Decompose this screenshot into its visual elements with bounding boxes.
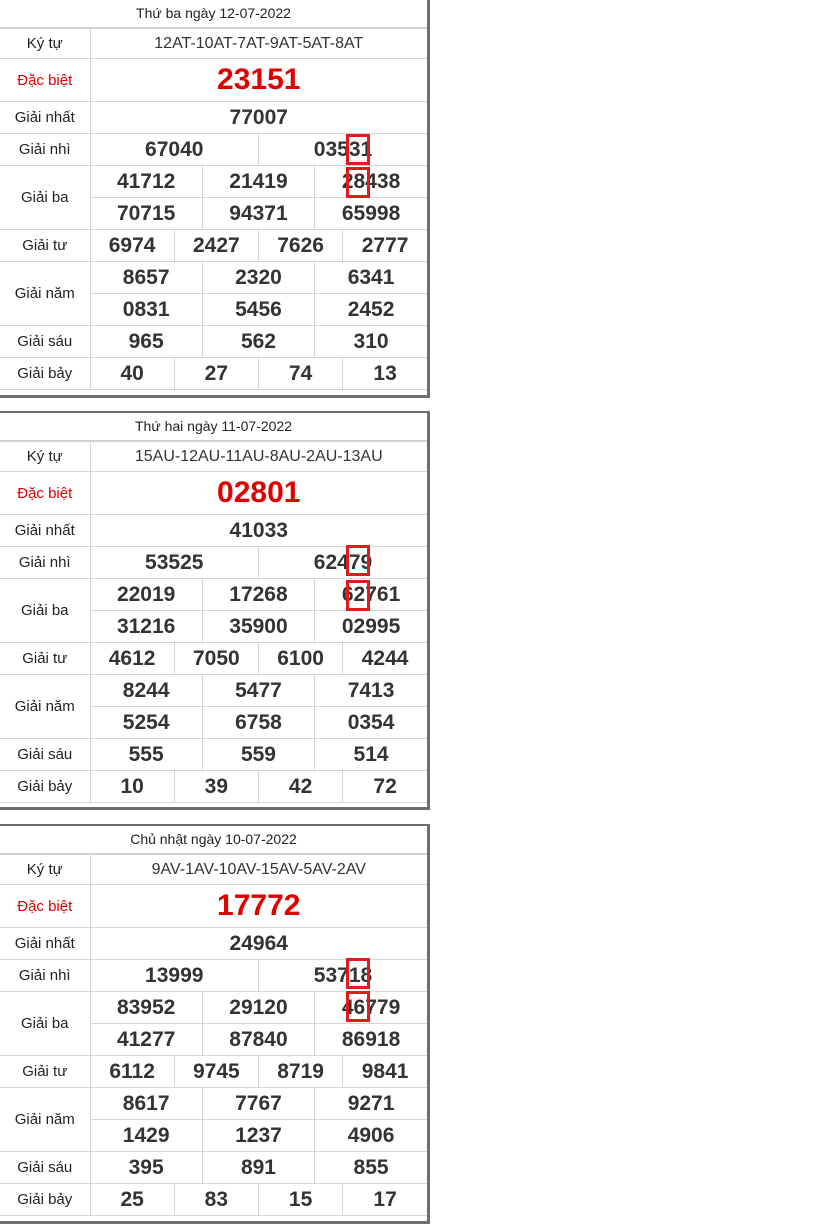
third-prize-number: 86918 (315, 1024, 427, 1056)
label-giai-tu: Giải tư (0, 1056, 90, 1088)
fifth-prize-number: 5254 (90, 707, 202, 739)
third-prize-number: 94371 (202, 198, 314, 230)
third-prize-number: 46779 (315, 992, 427, 1024)
fourth-prize-number: 4612 (90, 643, 174, 675)
fourth-prize-number: 6100 (258, 643, 342, 675)
special-prize-number: 02801 (90, 472, 427, 515)
label-giai-sau: Giải sáu (0, 1152, 90, 1184)
seventh-prize-number: 72 (343, 771, 427, 803)
row-dac-biet (0, 472, 427, 515)
label-giai-bay: Giải bảy (0, 358, 90, 390)
label-giai-tu: Giải tư (0, 230, 90, 262)
label-giai-tu: Giải tư (0, 643, 90, 675)
ky-tu-value: 12AT-10AT-7AT-9AT-5AT-8AT (90, 29, 427, 59)
fifth-prize-number: 6758 (202, 707, 314, 739)
first-prize-number: 41033 (90, 515, 427, 547)
seventh-prize-number: 40 (90, 358, 174, 390)
highlight-marker (346, 134, 370, 165)
label-dac-biet: Đặc biệt (0, 885, 90, 928)
third-prize-number: 83952 (90, 992, 202, 1024)
row-giai-tu (0, 230, 427, 262)
fifth-prize-number: 8244 (90, 675, 202, 707)
fifth-prize-number: 9271 (315, 1088, 427, 1120)
fifth-prize-number: 8617 (90, 1088, 202, 1120)
third-prize-number: 22019 (90, 579, 202, 611)
third-prize-number: 29120 (202, 992, 314, 1024)
draw-date-title: Chủ nhật ngày 10-07-2022 (0, 826, 427, 854)
label-giai-nhat: Giải nhất (0, 928, 90, 960)
third-prize-number: 65998 (315, 198, 427, 230)
row-giai-sau (0, 739, 427, 771)
label-dac-biet: Đặc biệt (0, 472, 90, 515)
row-dac-biet (0, 59, 427, 102)
highlight-marker (346, 580, 370, 611)
row-giai-nhat (0, 515, 427, 547)
label-giai-sau: Giải sáu (0, 326, 90, 358)
row-ky-tu (0, 855, 427, 885)
label-giai-nam: Giải năm (0, 262, 90, 326)
fifth-prize-number: 0354 (315, 707, 427, 739)
results-table (0, 441, 427, 803)
fourth-prize-number: 7626 (258, 230, 342, 262)
label-giai-bay: Giải bảy (0, 1184, 90, 1216)
results-table (0, 854, 427, 1216)
label-ky-tu: Ký tự (0, 442, 90, 472)
sixth-prize-number: 562 (202, 326, 314, 358)
row-giai-tu (0, 643, 427, 675)
sixth-prize-number: 965 (90, 326, 202, 358)
fourth-prize-number: 6112 (90, 1056, 174, 1088)
draw-date-title: Thứ hai ngày 11-07-2022 (0, 413, 427, 441)
highlight-marker (346, 545, 370, 576)
label-giai-ba: Giải ba (0, 166, 90, 230)
highlight-marker (346, 991, 370, 1022)
row-giai-tu (0, 1056, 427, 1088)
highlight-marker (346, 167, 370, 198)
sixth-prize-number: 855 (315, 1152, 427, 1184)
fifth-prize-number: 6341 (315, 262, 427, 294)
row-giai-sau (0, 326, 427, 358)
result-board (0, 0, 430, 398)
label-giai-ba: Giải ba (0, 992, 90, 1056)
row-giai-bay (0, 1184, 427, 1216)
label-giai-bay: Giải bảy (0, 771, 90, 803)
fifth-prize-number: 0831 (90, 294, 202, 326)
fifth-prize-number: 5477 (202, 675, 314, 707)
seventh-prize-number: 15 (258, 1184, 342, 1216)
row-dac-biet (0, 885, 427, 928)
third-prize-number: 70715 (90, 198, 202, 230)
label-giai-nhi: Giải nhì (0, 134, 90, 166)
label-giai-nam: Giải năm (0, 1088, 90, 1152)
label-giai-ba: Giải ba (0, 579, 90, 643)
row-giai-nam (0, 1088, 427, 1120)
label-ky-tu: Ký tự (0, 29, 90, 59)
third-prize-number: 02995 (315, 611, 427, 643)
second-prize-number: 13999 (90, 960, 258, 992)
row-giai-nam (0, 675, 427, 707)
third-prize-number: 41712 (90, 166, 202, 198)
row-giai-sau (0, 1152, 427, 1184)
seventh-prize-number: 13 (343, 358, 427, 390)
label-giai-nhi: Giải nhì (0, 960, 90, 992)
seventh-prize-number: 17 (343, 1184, 427, 1216)
fourth-prize-number: 7050 (174, 643, 258, 675)
sixth-prize-number: 559 (202, 739, 314, 771)
third-prize-number: 31216 (90, 611, 202, 643)
second-prize-number: 03531 (258, 134, 427, 166)
fourth-prize-number: 9841 (343, 1056, 427, 1088)
fifth-prize-number: 8657 (90, 262, 202, 294)
draw-date-title: Thứ ba ngày 12-07-2022 (0, 0, 427, 28)
seventh-prize-number: 27 (174, 358, 258, 390)
row-ky-tu (0, 442, 427, 472)
sixth-prize-number: 555 (90, 739, 202, 771)
third-prize-number: 21419 (202, 166, 314, 198)
label-giai-nhat: Giải nhất (0, 515, 90, 547)
result-board (0, 824, 430, 1224)
label-giai-nhi: Giải nhì (0, 547, 90, 579)
label-ky-tu: Ký tự (0, 855, 90, 885)
highlight-marker (346, 958, 370, 989)
label-giai-nhat: Giải nhất (0, 102, 90, 134)
special-prize-number: 17772 (90, 885, 427, 928)
fourth-prize-number: 9745 (174, 1056, 258, 1088)
third-prize-number: 62761 (315, 579, 427, 611)
seventh-prize-number: 39 (174, 771, 258, 803)
seventh-prize-number: 74 (258, 358, 342, 390)
seventh-prize-number: 25 (90, 1184, 174, 1216)
sixth-prize-number: 395 (90, 1152, 202, 1184)
row-giai-bay (0, 358, 427, 390)
fifth-prize-number: 7767 (202, 1088, 314, 1120)
second-prize-number: 53525 (90, 547, 258, 579)
row-giai-nam (0, 262, 427, 294)
label-giai-sau: Giải sáu (0, 739, 90, 771)
third-prize-number: 28438 (315, 166, 427, 198)
second-prize-number: 62479 (258, 547, 427, 579)
fifth-prize-number: 1429 (90, 1120, 202, 1152)
first-prize-number: 77007 (90, 102, 427, 134)
row-giai-nhat (0, 928, 427, 960)
third-prize-number: 35900 (202, 611, 314, 643)
first-prize-number: 24964 (90, 928, 427, 960)
row-ky-tu (0, 29, 427, 59)
ky-tu-value: 9AV-1AV-10AV-15AV-5AV-2AV (90, 855, 427, 885)
ky-tu-value: 15AU-12AU-11AU-8AU-2AU-13AU (90, 442, 427, 472)
special-prize-number: 23151 (90, 59, 427, 102)
fourth-prize-number: 2427 (174, 230, 258, 262)
third-prize-number: 87840 (202, 1024, 314, 1056)
row-giai-bay (0, 771, 427, 803)
third-prize-number: 41277 (90, 1024, 202, 1056)
fourth-prize-number: 2777 (343, 230, 427, 262)
label-giai-nam: Giải năm (0, 675, 90, 739)
seventh-prize-number: 10 (90, 771, 174, 803)
sixth-prize-number: 310 (315, 326, 427, 358)
second-prize-number: 53718 (258, 960, 427, 992)
sixth-prize-number: 514 (315, 739, 427, 771)
seventh-prize-number: 83 (174, 1184, 258, 1216)
row-giai-nhat (0, 102, 427, 134)
fifth-prize-number: 4906 (315, 1120, 427, 1152)
third-prize-number: 17268 (202, 579, 314, 611)
fifth-prize-number: 7413 (315, 675, 427, 707)
fifth-prize-number: 1237 (202, 1120, 314, 1152)
fifth-prize-number: 2320 (202, 262, 314, 294)
results-table (0, 28, 427, 390)
second-prize-number: 67040 (90, 134, 258, 166)
fourth-prize-number: 4244 (343, 643, 427, 675)
fifth-prize-number: 2452 (315, 294, 427, 326)
label-dac-biet: Đặc biệt (0, 59, 90, 102)
fourth-prize-number: 8719 (258, 1056, 342, 1088)
fourth-prize-number: 6974 (90, 230, 174, 262)
fifth-prize-number: 5456 (202, 294, 314, 326)
seventh-prize-number: 42 (258, 771, 342, 803)
sixth-prize-number: 891 (202, 1152, 314, 1184)
